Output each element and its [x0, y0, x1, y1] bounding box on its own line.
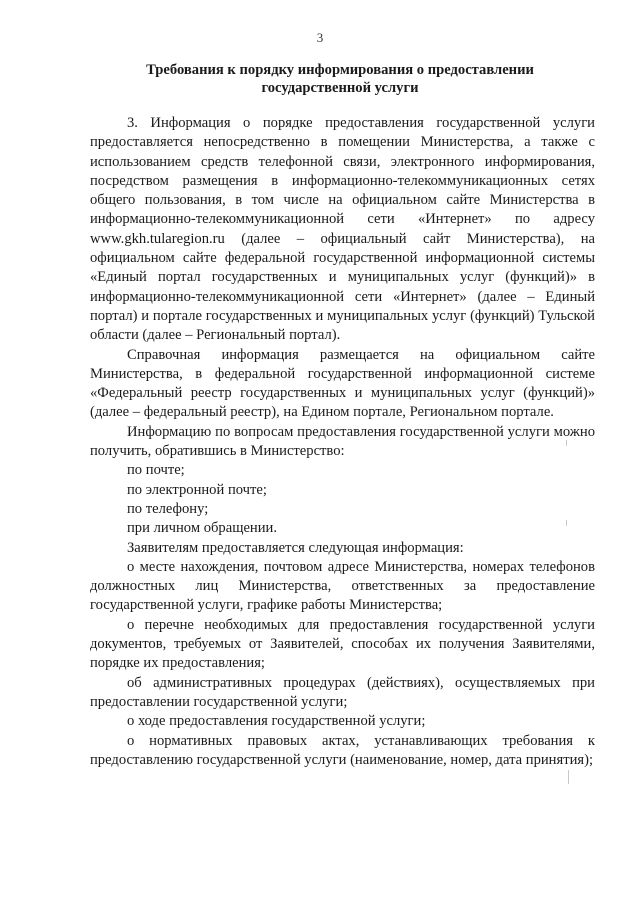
list-item-in-person: при личном обращении. — [127, 520, 277, 537]
paragraph-location-contacts: о месте нахождения, почтовом адресе Министерства, номерах телефонов должностных лиц Министерства, ответственных за предоставление государственной услуги, графике работы Министерства; — [90, 558, 595, 614]
page-number: 3 — [316, 30, 324, 45]
paragraph-how-to-obtain: Информацию по вопросам предоставления государственной услуги можно получить, обратившись в Министерство: — [90, 423, 595, 460]
paragraph-info-channels: 3. Информация о порядке предоставления государственной услуги предоставляется непосредственно в помещении Министерства, а также с использованием средств телефонной связи, электронного информирования, посредством размещения в информационно-телекоммуникационных сетях общего пользования, в том числе на официальном сайте Министерства в информационно-телекоммуникационной сети «Интернет» по адресу www.gkh.tularegion.ru (далее – официальный сайт Министерства), на официальном сайте федеральной государственной информационной системы «Единый портал государственных и муниципальных услуг (функций)» в информационно-телекоммуникационной сети «Интернет» (далее – Единый портал) и портале государственных и муниципальных услуг (функций) Тульской области (далее – Региональный портал). — [90, 115, 595, 344]
scan-mark — [568, 770, 569, 784]
list-item-by-phone: по телефону; — [127, 500, 209, 517]
section-heading-line-2: государственной услуги — [261, 80, 419, 96]
scan-mark — [566, 440, 567, 446]
paragraph-service-progress: о ходе предоставления государственной услуги; — [127, 713, 426, 730]
paragraph-info-provided: Заявителям предоставляется следующая информация: — [127, 539, 464, 556]
paragraph-reference-info: Справочная информация размещается на официальном сайте Министерства, в федеральной государственной информационной системе «Федеральный реестр государственных и муниципальных услуг (функций)» (далее – федеральный реестр), на Едином портале, Региональном портале. — [90, 346, 595, 421]
paragraph-legal-acts: о нормативных правовых актах, устанавливающих требования к предоставлению государственной услуги (наименование, номер, дата принятия); — [90, 732, 595, 768]
section-heading — [90, 61, 590, 97]
section-heading-line-1: Требования к порядку информирования о предоставлении — [146, 62, 534, 78]
paragraph-admin-procedures: об административных процедурах (действиях), осуществляемых при предоставлении государственной услуги; — [90, 674, 595, 710]
document-body — [90, 114, 595, 770]
paragraph-required-documents: о перечне необходимых для предоставления государственной услуги документов, требуемых от Заявителей, способах их получения Заявителями, порядке их предоставления; — [90, 616, 595, 672]
list-item-by-email: по электронной почте; — [127, 481, 267, 498]
list-item-by-mail: по почте; — [127, 462, 185, 479]
scan-mark — [566, 520, 567, 526]
